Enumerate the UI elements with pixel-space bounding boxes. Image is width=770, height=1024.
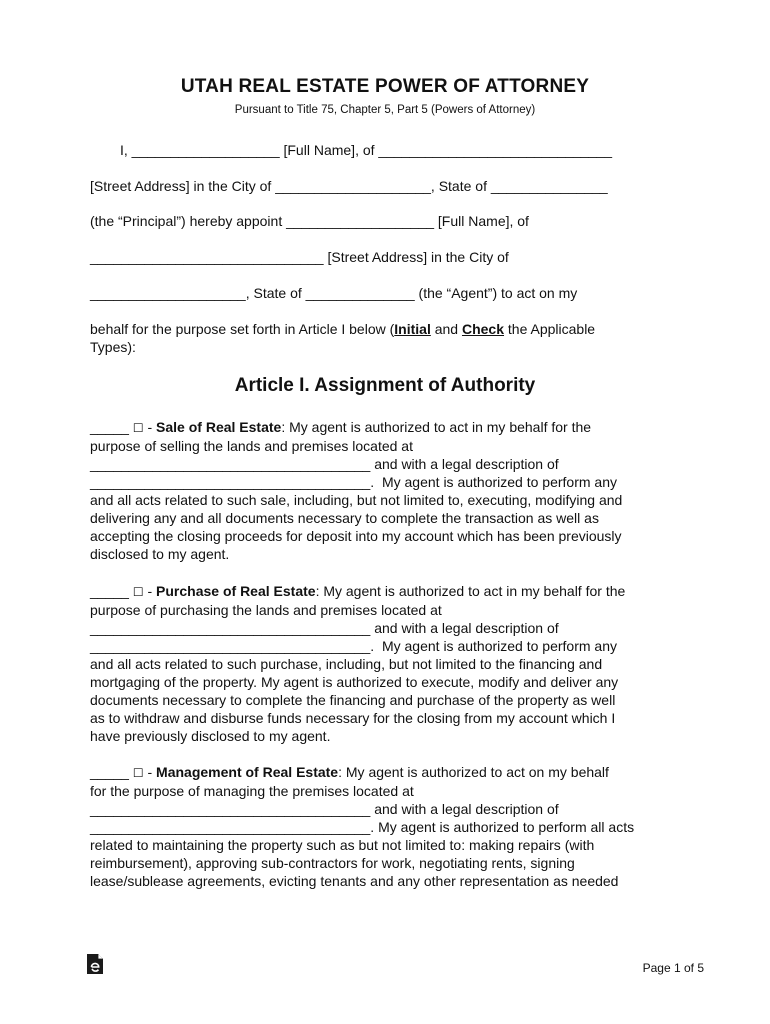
section-line: ____________________________________ and with a legal description of <box>90 620 559 636</box>
section-sale-first-line <box>90 418 690 437</box>
intro-line-6-post: the Applicable <box>504 321 596 337</box>
section-line: delivering any and all documents necessary to complete the transaction as well as <box>90 510 599 526</box>
section-line: purpose of purchasing the lands and premises located at <box>90 602 442 618</box>
initial-blank[interactable]: _____ <box>90 764 133 780</box>
section-line: ____________________________________. My agent is authorized to perform all acts <box>90 819 635 835</box>
section-purchase <box>90 582 690 745</box>
initial-blank[interactable]: _____ <box>90 583 133 599</box>
intro-and: and <box>430 321 462 337</box>
section-line: and all acts related to such sale, including, but not limited to, executing, modifying and <box>90 492 623 508</box>
section-title: Purchase of Real Estate <box>156 583 316 599</box>
section-first-line-rest: : My agent is authorized to act on my behalf <box>338 764 609 780</box>
section-line: accepting the closing proceeds for deposit into my account which has been previously <box>90 528 622 544</box>
initial-label: Initial <box>394 321 431 337</box>
section-line: ____________________________________. My agent is authorized to perform any <box>90 474 617 490</box>
section-title: Management of Real Estate <box>156 764 339 780</box>
section-purchase-first-line <box>90 582 690 601</box>
checkbox-icon[interactable]: ☐ <box>132 421 144 435</box>
section-line: ____________________________________ and with a legal description of <box>90 456 559 472</box>
section-line: lease/sublease agreements, evicting tenants and any other representation as needed <box>90 873 619 889</box>
check-label: Check <box>461 321 505 337</box>
section-line: documents necessary to complete the financing and purchase of the property as well <box>90 692 616 708</box>
intro-line-2: [Street Address] in the City of ____________________, State of _______________ <box>90 178 608 194</box>
section-management-first-line <box>90 763 690 782</box>
section-first-line-rest: : My agent is authorized to act in my behalf for the <box>315 583 626 599</box>
eforms-logo-icon <box>86 953 104 975</box>
intro-line-1: I, ___________________ [Full Name], of ______________________________ <box>120 142 612 158</box>
section-line: related to maintaining the property such as but not limited to: making repairs (with <box>90 837 595 853</box>
article-heading: Article I. Assignment of Authority <box>234 375 536 396</box>
dash: - <box>143 583 157 599</box>
intro-line-6-pre: behalf for the purpose set forth in Article I below ( <box>90 321 395 337</box>
section-first-line-rest: : My agent is authorized to act in my behalf for the <box>281 419 592 435</box>
checkbox-icon[interactable]: ☐ <box>132 585 144 599</box>
section-management <box>90 763 690 890</box>
section-line: ____________________________________. My agent is authorized to perform any <box>90 638 617 654</box>
intro-line-4: ______________________________ [Street Address] in the City of <box>90 249 509 265</box>
document-title: UTAH REAL ESTATE POWER OF ATTORNEY <box>180 76 590 97</box>
section-sale <box>90 418 690 563</box>
intro-line-5: ____________________, State of ______________ (the “Agent”) to act on my <box>90 285 578 301</box>
section-line: purpose of selling the lands and premises located at <box>90 438 413 454</box>
initial-blank[interactable]: _____ <box>90 419 133 435</box>
intro-line-6 <box>90 320 595 338</box>
dash: - <box>143 419 157 435</box>
section-line: mortgaging of the property. My agent is authorized to execute, modify and deliver any <box>90 674 619 690</box>
section-line: have previously disclosed to my agent. <box>90 728 331 744</box>
section-title: Sale of Real Estate <box>156 419 282 435</box>
intro-line-3: (the “Principal”) hereby appoint ___________________ [Full Name], of <box>90 213 529 229</box>
section-line: for the purpose of managing the premises located at <box>90 783 414 799</box>
document-subtitle: Pursuant to Title 75, Chapter 5, Part 5 (Powers of Attorney) <box>234 104 536 116</box>
section-line: ____________________________________ and with a legal description of <box>90 801 559 817</box>
page-number: Page 1 of 5 <box>642 961 704 975</box>
intro-line-7: Types): <box>90 339 136 355</box>
section-line: reimbursement), approving sub-contractors for work, negotiating rents, signing <box>90 855 575 871</box>
dash: - <box>143 764 157 780</box>
checkbox-icon[interactable]: ☐ <box>132 766 144 780</box>
section-line: disclosed to my agent. <box>90 546 230 562</box>
section-line: and all acts related to such purchase, including, but not limited to the financing and <box>90 656 603 672</box>
section-line: as to withdraw and disburse funds necessary for the closing from my account which I <box>90 710 616 726</box>
